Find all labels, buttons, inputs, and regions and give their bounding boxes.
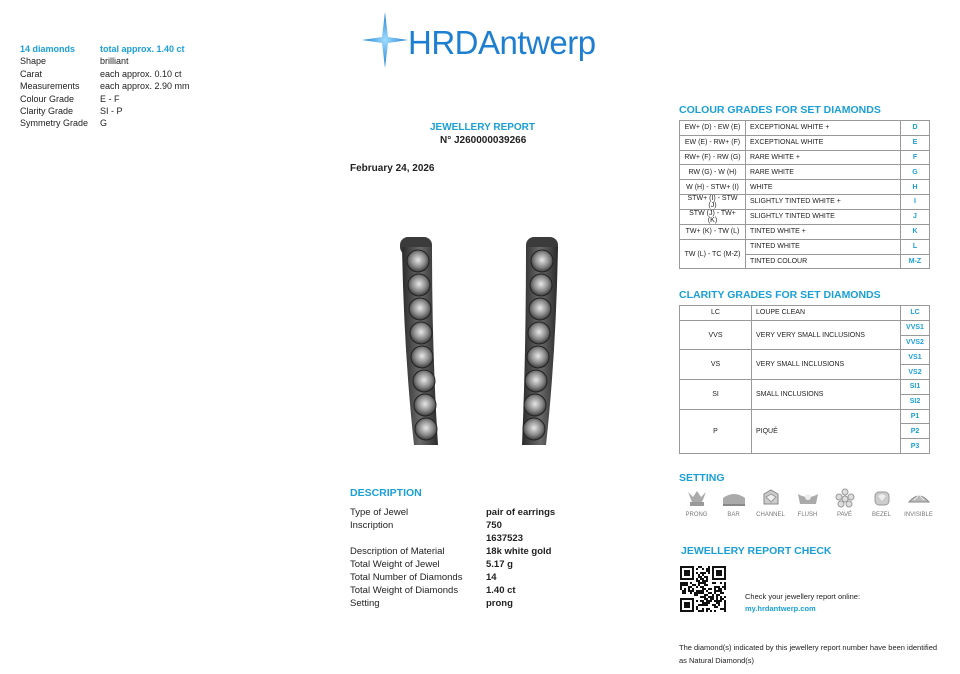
channel-setting-icon: [758, 488, 784, 508]
setting-label: BEZEL: [871, 512, 891, 518]
colour-row: [680, 121, 930, 136]
clarity-row: [680, 306, 930, 321]
prong-setting-icon: [684, 488, 710, 508]
right-earring: [522, 237, 558, 445]
check-instructions: Check your jewellery report online:: [745, 592, 861, 601]
setting-invisible: [900, 488, 937, 518]
colour-row: [680, 194, 930, 209]
colour-row: [680, 150, 930, 165]
colour-group: STW (J) - TW+ (K): [680, 209, 746, 224]
summary-key: Carat: [20, 68, 43, 79]
summary-value: each approx. 0.10 ct: [100, 68, 182, 79]
colour-group: RW+ (F) - RW (G): [680, 150, 746, 165]
description-key: Setting: [350, 598, 380, 609]
clarity-code: VVS2: [901, 335, 930, 350]
summary-row: [20, 117, 190, 129]
colour-group: STW+ (I) - STW (J): [680, 194, 746, 209]
summary-value: E - F: [100, 93, 120, 104]
summary-row: [20, 93, 190, 105]
summary-count: 14 diamonds: [20, 44, 76, 54]
description-key: Inscription: [350, 520, 394, 531]
colour-name: TINTED COLOUR: [746, 254, 901, 269]
description-key: Total Weight of Jewel: [350, 559, 440, 570]
colour-code: E: [901, 135, 930, 150]
colour-row: [680, 224, 930, 239]
clarity-code: LC: [901, 306, 930, 321]
setting-bezel: [863, 488, 900, 518]
invisible-setting-icon: [906, 488, 932, 508]
description-value: 750: [486, 520, 502, 531]
setting-heading: SETTING: [679, 472, 725, 484]
setting-label: CHANNEL: [756, 512, 785, 518]
summary-key: Clarity Grade: [20, 106, 74, 117]
colour-code: H: [901, 180, 930, 195]
clarity-code: SI1: [901, 379, 930, 394]
setting-channel: [752, 488, 789, 518]
colour-name: RARE WHITE: [746, 165, 901, 180]
description-value: 14: [486, 572, 497, 583]
clarity-name: LOUPE CLEAN: [752, 306, 901, 321]
colour-code: D: [901, 121, 930, 136]
summary-key: Measurements: [20, 81, 80, 92]
colour-row: [680, 209, 930, 224]
colour-code: K: [901, 224, 930, 239]
colour-group: W (H) - STW+ (I): [680, 180, 746, 195]
description-row: [350, 506, 555, 519]
description-key: [350, 532, 486, 545]
report-number: N° J260000039266: [440, 135, 527, 146]
colour-code: G: [901, 165, 930, 180]
colour-group: TW+ (K) - TW (L): [680, 224, 746, 239]
description-value: pair of earrings: [486, 507, 556, 518]
setting-label: PAVÉ: [836, 512, 853, 518]
setting-label: INVISIBLE: [904, 512, 933, 518]
colour-group: TW (L) - TC (M-Z): [680, 239, 746, 269]
colour-name: SLIGHTLY TINTED WHITE: [746, 209, 901, 224]
logo-text: HRDAntwerp: [408, 24, 596, 61]
report-date: February 24, 2026: [350, 163, 435, 174]
description-key: Type of Jewel: [350, 507, 409, 518]
setting-icons: [678, 488, 937, 518]
hrd-logo: [360, 10, 620, 70]
clarity-row: [680, 379, 930, 394]
colour-code: J: [901, 209, 930, 224]
clarity-code: VS2: [901, 365, 930, 380]
clarity-code: VVS1: [901, 320, 930, 335]
clarity-name: VERY SMALL INCLUSIONS: [752, 350, 901, 380]
description-row: [350, 597, 555, 610]
qr-code-icon[interactable]: [680, 566, 726, 612]
colour-row: [680, 239, 930, 254]
flush-setting-icon: [795, 488, 821, 508]
summary-total: total approx. 1.40 ct: [100, 44, 185, 54]
bezel-setting-icon: [869, 488, 895, 508]
clarity-grades-heading: CLARITY GRADES FOR SET DIAMONDS: [679, 289, 881, 301]
natural-diamond-note: The diamond(s) indicated by this jewellery report number have been identified as Natural Diamond(s): [679, 643, 938, 665]
clarity-name: SMALL INCLUSIONS: [752, 379, 901, 409]
description-row: [350, 545, 555, 558]
colour-name: EXCEPTIONAL WHITE +: [746, 121, 901, 136]
summary-key: Shape: [20, 56, 47, 67]
description-value: prong: [486, 598, 513, 609]
clarity-group: LC: [680, 306, 752, 321]
diamond-summary: [20, 43, 190, 130]
colour-code: M-Z: [901, 254, 930, 269]
description-row: [350, 558, 555, 571]
report-check-heading: JEWELLERY REPORT CHECK: [681, 545, 832, 557]
description-key: Description of Material: [350, 546, 445, 557]
colour-name: RARE WHITE +: [746, 150, 901, 165]
clarity-code: P3: [901, 439, 930, 454]
bar-setting-icon: [721, 488, 747, 508]
setting-bar: [715, 488, 752, 518]
summary-row: [20, 105, 190, 117]
colour-grades-heading: COLOUR GRADES FOR SET DIAMONDS: [679, 104, 881, 116]
description-key: Total Number of Diamonds: [350, 572, 463, 583]
clarity-grades-table: [679, 305, 930, 454]
summary-value: brilliant: [100, 56, 129, 67]
colour-code: L: [901, 239, 930, 254]
colour-name: EXCEPTIONAL WHITE: [746, 135, 901, 150]
clarity-group: VS: [680, 350, 752, 380]
clarity-group: P: [680, 409, 752, 453]
setting-prong: [678, 488, 715, 518]
description-value: 1637523: [486, 533, 523, 544]
colour-row: [680, 180, 930, 195]
clarity-name: PIQUÉ: [752, 409, 901, 453]
description-key: Total Weight of Diamonds: [350, 585, 459, 596]
description-value: 18k white gold: [486, 546, 552, 557]
summary-row: [20, 68, 190, 80]
description-value: 1.40 ct: [486, 585, 516, 596]
colour-grades-table: [679, 120, 930, 269]
check-url-link[interactable]: my.hrdantwerp.com: [745, 604, 816, 613]
summary-value: SI - P: [100, 106, 123, 117]
clarity-group: VVS: [680, 320, 752, 350]
star-icon: [360, 10, 410, 70]
setting-pav: [826, 488, 863, 518]
summary-key: Colour Grade: [20, 93, 75, 104]
description-row: [350, 571, 555, 584]
colour-name: TINTED WHITE +: [746, 224, 901, 239]
setting-label: BAR: [727, 512, 740, 518]
clarity-row: [680, 320, 930, 335]
setting-label: PRONG: [685, 512, 708, 518]
colour-row: [680, 165, 930, 180]
summary-row: [20, 55, 190, 67]
colour-name: SLIGHTLY TINTED WHITE +: [746, 194, 901, 209]
clarity-name: VERY VERY SMALL INCLUSIONS: [752, 320, 901, 350]
colour-name: TINTED WHITE: [746, 239, 901, 254]
summary-key: Symmetry Grade: [20, 118, 89, 129]
description-heading: DESCRIPTION: [350, 487, 422, 499]
description-list: [350, 506, 555, 610]
clarity-code: P2: [901, 424, 930, 439]
colour-code: F: [901, 150, 930, 165]
colour-name: WHITE: [746, 180, 901, 195]
colour-group: EW (E) - RW+ (F): [680, 135, 746, 150]
summary-value: each approx. 2.90 mm: [100, 81, 190, 92]
setting-label: FLUSH: [797, 512, 818, 518]
clarity-row: [680, 409, 930, 424]
description-row: [350, 584, 555, 597]
summary-value: G: [100, 118, 108, 129]
colour-group: RW (G) - W (H): [680, 165, 746, 180]
colour-group: EW+ (D) - EW (E): [680, 121, 746, 136]
description-value: 5.17 g: [486, 559, 513, 570]
clarity-code: SI2: [901, 394, 930, 409]
clarity-code: VS1: [901, 350, 930, 365]
colour-row: [680, 135, 930, 150]
clarity-group: SI: [680, 379, 752, 409]
description-row: [350, 519, 555, 532]
earrings-image: [388, 233, 578, 453]
report-title: JEWELLERY REPORT: [430, 122, 536, 133]
setting-flush: [789, 488, 826, 518]
description-row: [350, 532, 555, 545]
left-earring: [400, 237, 438, 445]
clarity-row: [680, 350, 930, 365]
clarity-code: P1: [901, 409, 930, 424]
colour-code: I: [901, 194, 930, 209]
summary-row: [20, 80, 190, 92]
pav-setting-icon: [832, 488, 858, 508]
